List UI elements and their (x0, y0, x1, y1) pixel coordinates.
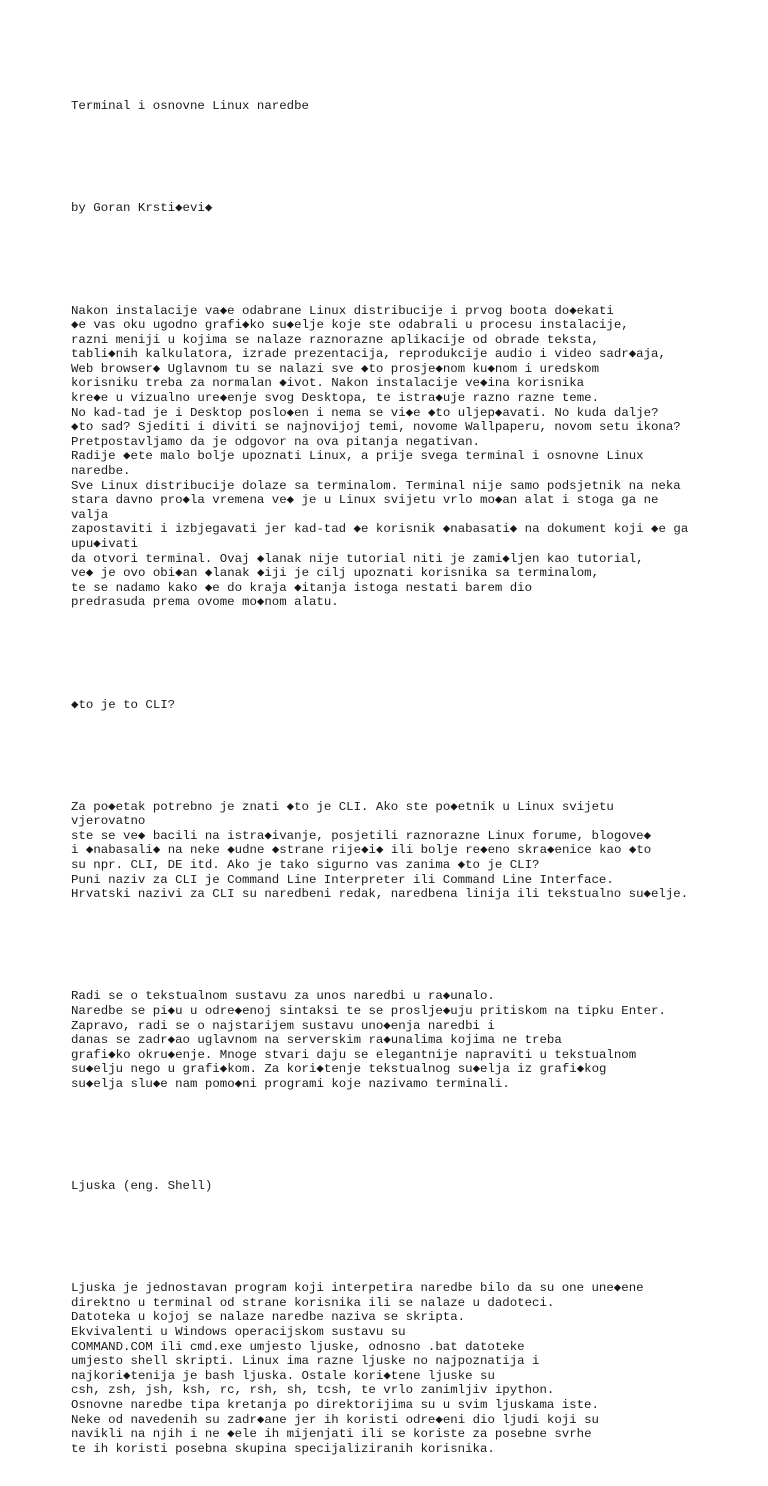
paragraph-intro: Nakon instalacije va◆e odabrane Linux distribucije i prvog boota do◆ekati ◆e vas oku ugodno grafi◆ko su◆elje koje ste odabrali u procesu instalacije, razni meniji u kojima se nalaze raznorazne aplikacije od obrade teksta, tabli◆nih kalkulatora, izrade prezentacija, reprodukcije audio i video sadr◆aja, Web browser◆ Uglavnom tu se nalazi sve ◆to prosje◆nom ku◆nom i uredskom korisniku treba za normalan ◆ivot. Nakon instalacije ve◆ina korisnika kre◆e u vizualno ure◆enje svog Desktopa, te istra◆uje razno razne teme. No kad-tad je i Desktop poslo◆en i nema se vi◆e ◆to uljep◆avati. No kuda dalje? ◆to sad? Sjediti i diviti se najnovijoj temi, novome Wallpaperu, novom setu ikona? Pretpostavljamo da je odgovor na ova pitanja negativan. Radije ◆ete malo bolje upoznati Linux, a prije svega terminal i osnovne Linux naredbe. Sve Linux distribucije dolaze sa terminalom. Terminal nije samo podsjetnik na neka stara davno pro◆la vremena ve◆ je u Linux svijetu vrlo mo◆an alat i stoga ga ne valja zapostaviti i izbjegavati jer kad-tad ◆e korisnik ◆nabasati◆ na dokument koji ◆e ga upu◆ivati da otvori terminal. Ovaj ◆lanak nije tutorial niti je zami◆ljen kao tutorial, ve◆ je ovo obi◆an ◆lanak ◆iji je cilj upoznati korisnika sa terminalom, te se nadamo kako ◆e do kraja ◆itanja istoga nestati barem dio predrasuda prema ovome mo◆nom alatu. (71, 303, 689, 610)
paragraph-cli: Za po◆etak potrebno je znati ◆to je CLI. Ako ste po◆etnik u Linux svijetu vjerovatno ste se ve◆ bacili na istra◆ivanje, posjetili raznorazne Linux forume, blogove◆ i ◆nabasali◆ na neke ◆udne ◆strane rije◆i◆ ili bolje re◆eno skra◆enice kao ◆to su npr. CLI, DE itd. Ako je tako sigurno vas zanima ◆to je CLI? Puni naziv za CLI je Command Line Interpreter ili Command Line Interface. Hrvatski nazivi za CLI su naredbeni redak, naredbena linija ili tekstualno su◆elje. (71, 799, 689, 902)
section-heading-cli: ◆to je to CLI? (71, 697, 176, 712)
section-heading-shell: Ljuska (eng. Shell) (71, 1179, 213, 1194)
paragraph-text-system: Radi se o tekstualnom sustavu za unos naredbi u ra◆unalo. Naredbe se pi◆u u odre◆enoj sintaksi te se proslje◆uju pritiskom na tipku Enter. Zapravo, radi se o najstarijem sustavu uno◆enja naredbi i danas se zadr◆ao uglavnom na serverskim ra◆unalima kojima ne treba grafi◆ko okru◆enje. Mnoge stvari daju se elegantnije napraviti u tekstualnom su◆elju nego u grafi◆kom. Za kori◆tenje tekstualnog su◆elja iz grafi◆kog su◆elja slu◆e nam pomo◆ni programi koje nazivamo terminali. (71, 989, 666, 1091)
document-title: Terminal i osnovne Linux naredbe (71, 99, 309, 114)
paragraph-shell: Ljuska je jednostavan program koji interpetira naredbe bilo da su one une◆ene direktno u terminal od strane korisnika ili se nalaze u dadoteci. Datoteka u kojoj se nalaze naredbe naziva se skripta. Ekvivalenti u Windows operacijskom sustavu su COMMAND.COM ili cmd.exe umjesto ljuske, odnosno .bat datoteke umjesto shell skripti. Linux ima razne ljuske no najpoznatija i najkori◆tenija je bash ljuska. Ostale kori◆tene ljuske su csh, zsh, jsh, ksh, rc, rsh, sh, tcsh, te vrlo zanimljiv ipython. Osnovne naredbe tipa kretanja po direktorijima su u svim ljuskama iste. Neke od navedenih su zadr◆ane jer ih koristi odre◆eni dio ljudi koji su navikli na njih i ne ◆ele ih mijenjati ili se koriste za posebne svrhe te ih koristi posebna skupina specijaliziranih korisnika. (71, 1281, 644, 1456)
document-author: by Goran Krsti◆evi◆ (71, 201, 213, 216)
document-text (71, 70, 751, 1486)
